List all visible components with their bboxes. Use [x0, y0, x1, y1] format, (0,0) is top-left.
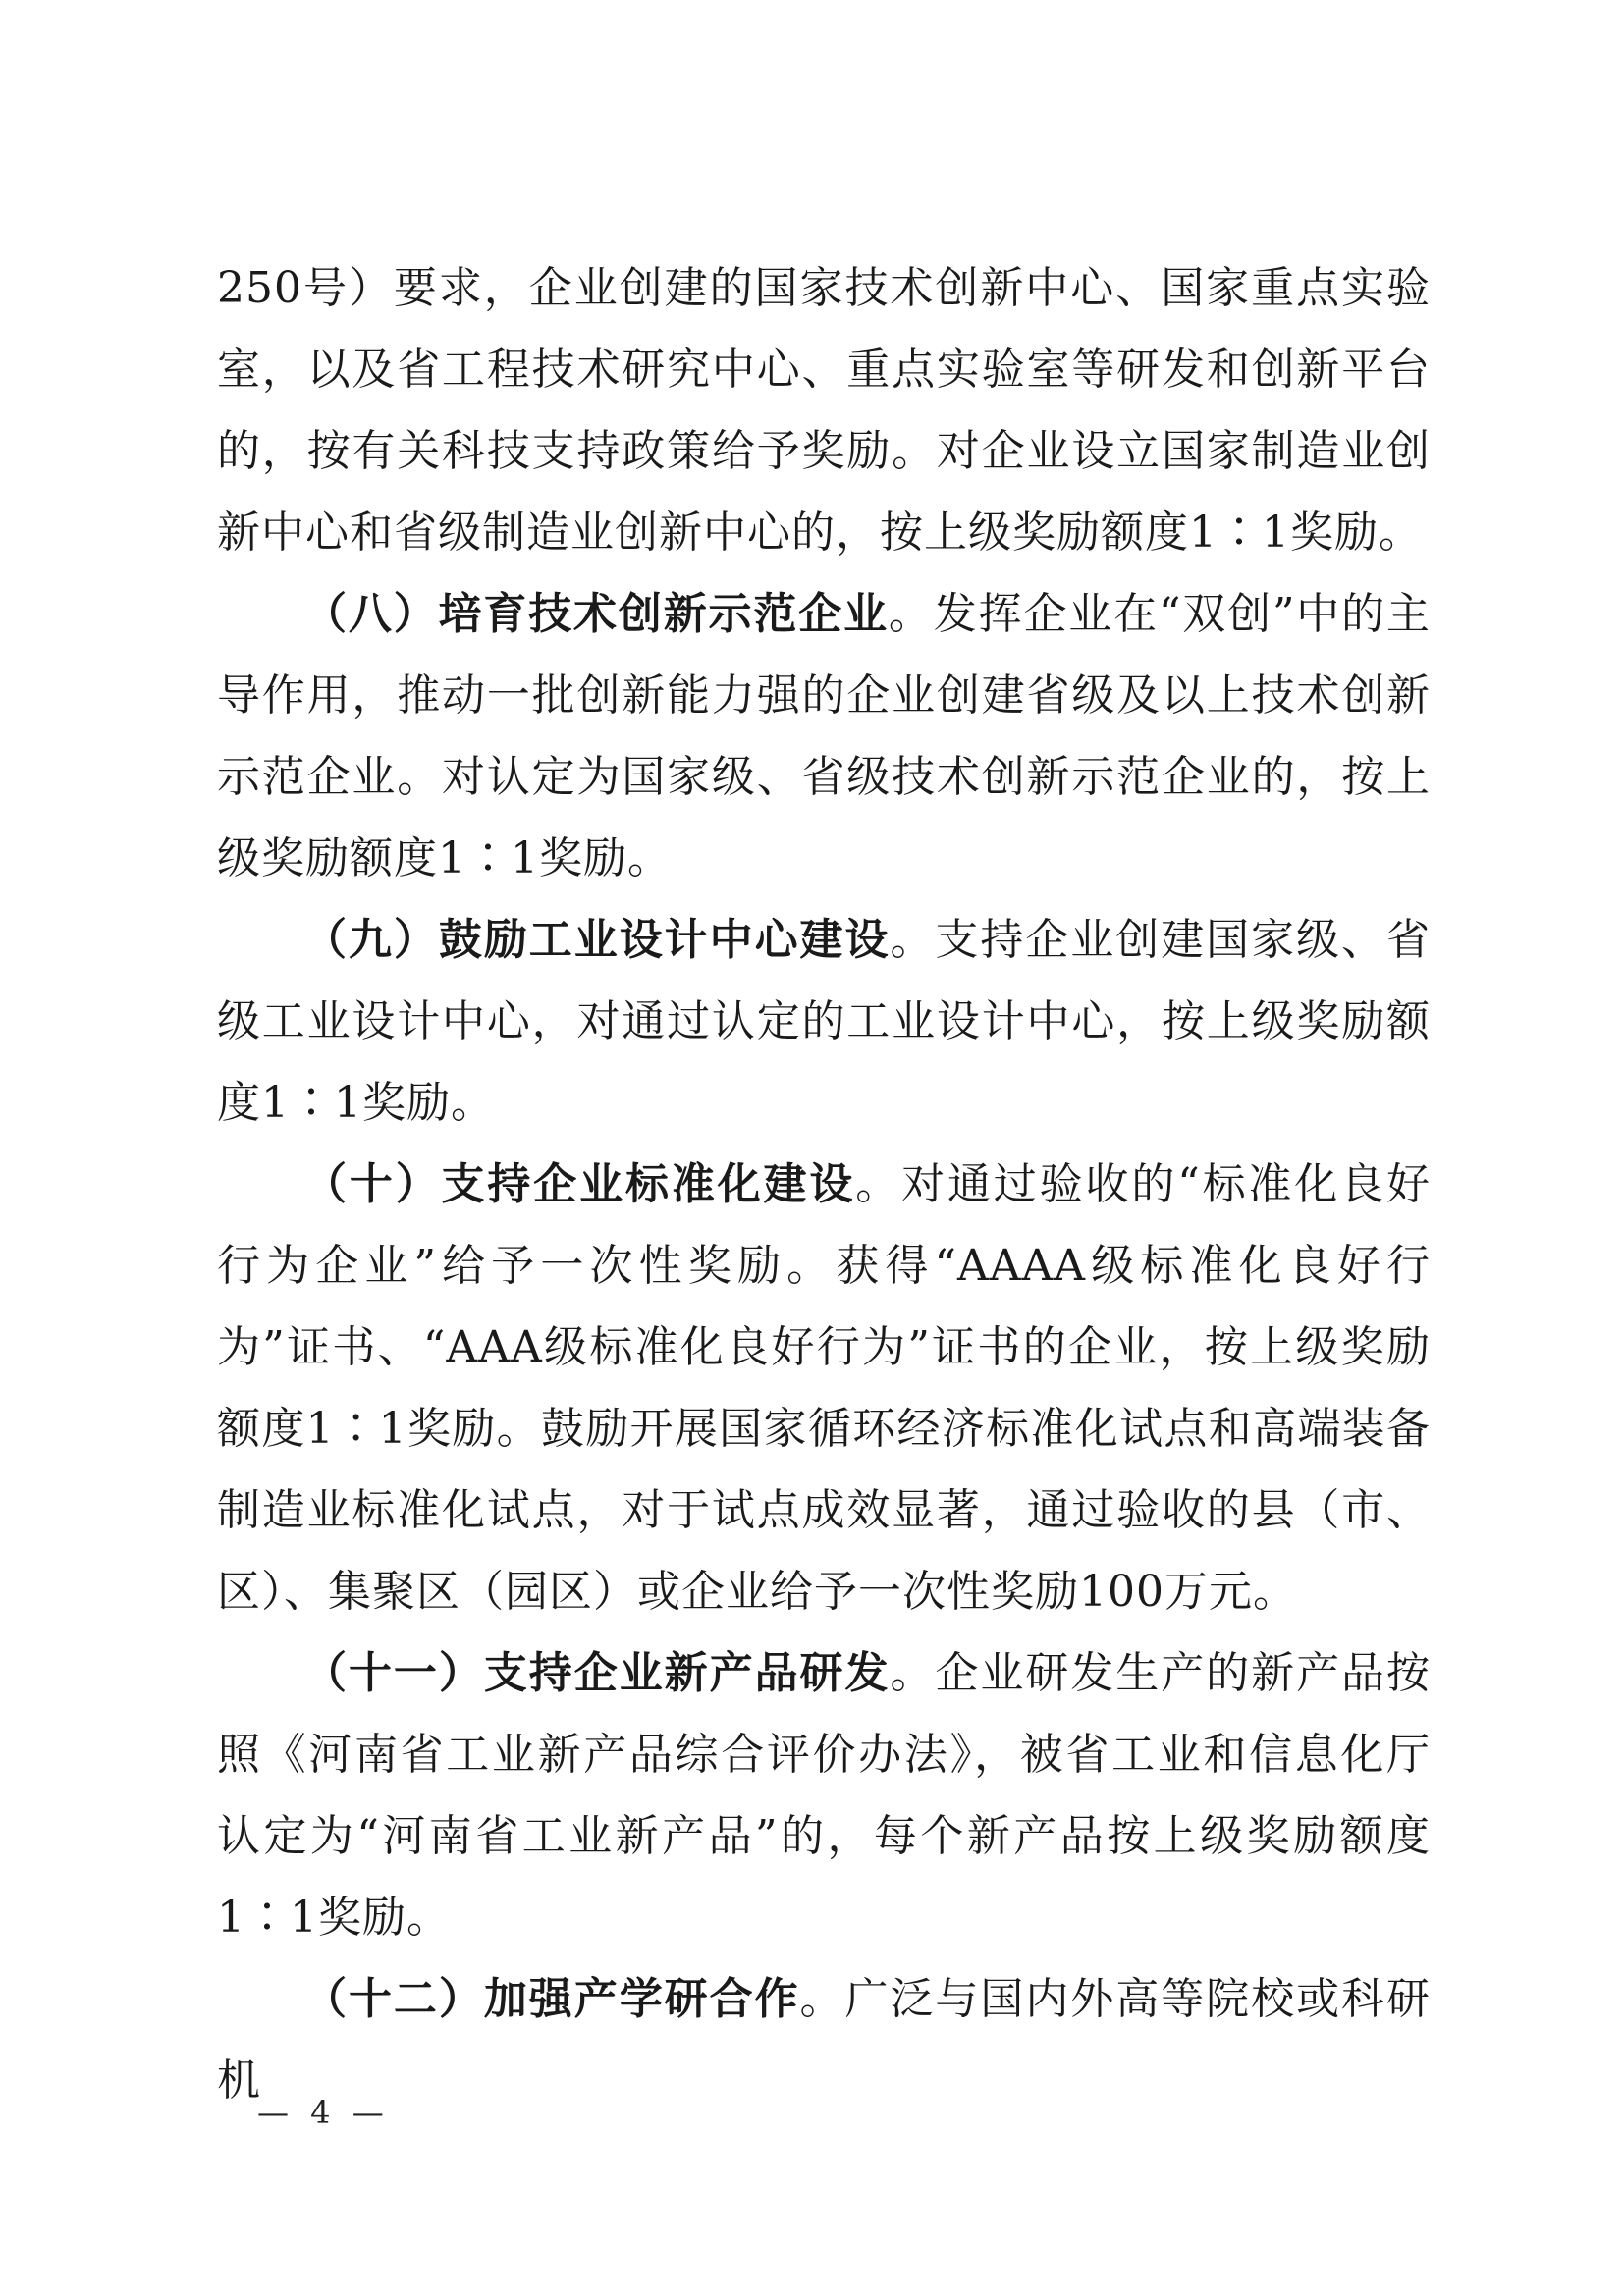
paragraph-2: [217, 573, 1431, 899]
paragraph-6-text: 。广泛与国内外高等院校或科研机: [217, 1974, 1432, 2106]
paragraph-1: [217, 247, 1431, 573]
paragraph-6: [217, 1958, 1431, 2121]
paragraph-5: [217, 1632, 1431, 1958]
paragraph-6-heading: （十二）加强产学研合作: [303, 1974, 800, 2024]
paragraph-3-heading: （九）鼓励工业设计中心建设: [303, 915, 891, 965]
paragraph-4: [217, 1144, 1431, 1632]
paragraph-4-text: 。对通过验收的“标准化良好行为企业”给予一次性奖励。获得“AAAA级标准化良好行为”证书、“AAA级标准化良好行为”证书的企业，按上级奖励额度1∶1奖励。鼓励开展国家循环经济标准化试点和高端装备制造业标准化试点，对于试点成效显著，通过验收的县（市、区）、集聚区（园区）或企业给予一次性奖励100万元。: [217, 1159, 1431, 1617]
page-number: — 4 —: [257, 2094, 390, 2131]
paragraph-5-text: 。企业研发生产的新产品按照《河南省工业新产品综合评价办法》，被省工业和信息化厅认定为“河南省工业新产品”的，每个新产品按上级奖励额度1∶1奖励。: [217, 1648, 1432, 1943]
paragraph-1-text: 250号）要求，企业创建的国家技术创新中心、国家重点实验室，以及省工程技术研究中心、重点实验室等研发和创新平台的，按有关科技支持政策给予奖励。对企业设立国家制造业创新中心和省级制造业创新中心的，按上级奖励额度1∶1奖励。: [217, 263, 1431, 558]
document-body: [217, 247, 1431, 2121]
paragraph-2-text: 。发挥企业在“双创”中的主导作用，推动一批创新能力强的企业创建省级及以上技术创新示范企业。对认定为国家级、省级技术创新示范企业的，按上级奖励额度1∶1奖励。: [217, 589, 1431, 883]
paragraph-5-heading: （十一）支持企业新产品研发: [303, 1648, 891, 1698]
paragraph-4-heading: （十）支持企业标准化建设: [303, 1159, 856, 1209]
paragraph-2-heading: （八）培育技术创新示范企业: [303, 589, 889, 639]
paragraph-3: [217, 899, 1431, 1144]
paragraph-3-text: 。支持企业创建国家级、省级工业设计中心，对通过认定的工业设计中心，按上级奖励额度1∶1奖励。: [217, 915, 1432, 1128]
